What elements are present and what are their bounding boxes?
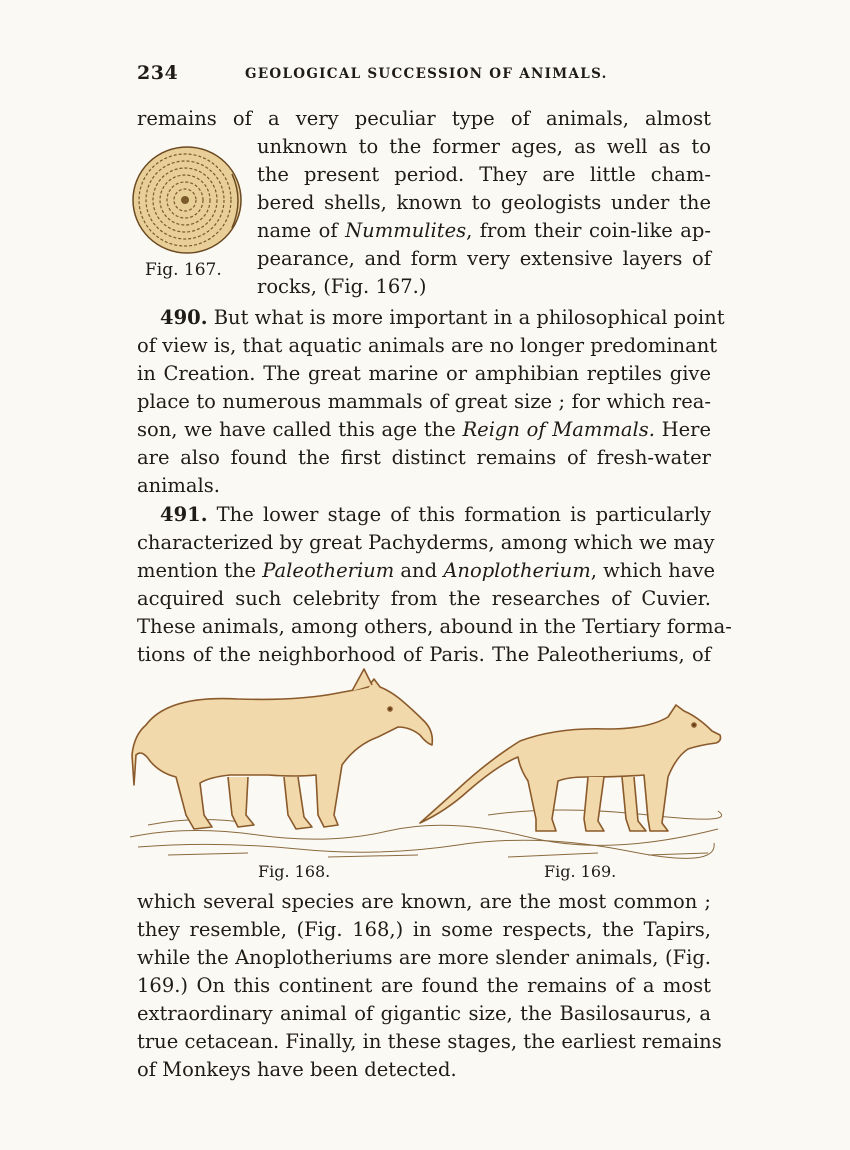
text-line bbox=[137, 558, 716, 584]
figure-caption: Fig. 169. bbox=[544, 862, 617, 881]
text-fragment: Here bbox=[654, 418, 712, 441]
text-line: of Monkeys have been detected. bbox=[137, 1058, 457, 1081]
figure-caption: Fig. 168. bbox=[258, 862, 331, 881]
text-line: place to numerous mammals of great size ; for which rea- bbox=[137, 390, 711, 413]
text-line: extraordinary animal of gigantic size, the Basilosaurus, a bbox=[137, 1002, 711, 1025]
text-line: in Creation. The great marine or amphibian reptiles give bbox=[137, 362, 711, 385]
text-line bbox=[137, 417, 711, 443]
italic-term: Anoplotherium bbox=[443, 559, 591, 582]
page-number: 234 bbox=[137, 62, 179, 84]
text-fragment: But what is more important in a philosophical point bbox=[207, 306, 725, 329]
text-fragment: and bbox=[394, 559, 444, 582]
text-line: These animals, among others, abound in the Tertiary forma- bbox=[137, 615, 732, 638]
text-line: which several species are known, are the most common ; bbox=[137, 890, 711, 913]
text-line: while the Anoplotheriums are more slender animals, (Fig. bbox=[137, 946, 711, 969]
text-fragment: mention the bbox=[137, 559, 263, 582]
text-line: acquired such celebrity from the researches of Cuvier. bbox=[137, 587, 711, 610]
italic-term: Paleotherium bbox=[262, 559, 395, 582]
paragraph-number: 491. bbox=[160, 503, 208, 526]
text-line: characterized by great Pachyderms, among which we may bbox=[137, 531, 715, 554]
text-line: bered shells, known to geologists under the bbox=[257, 191, 711, 214]
text-line: the present period. They are little cham- bbox=[257, 163, 711, 186]
text-fragment: The lower stage of this formation is particularly bbox=[207, 503, 711, 526]
text-line: of view is, that aquatic animals are no longer predominant bbox=[137, 334, 718, 357]
paragraph-number: 490. bbox=[160, 306, 208, 329]
paleotherium-anoplotherium-illustration bbox=[128, 665, 722, 865]
figure-caption: Fig. 167. bbox=[145, 260, 222, 280]
italic-term: Nummulites bbox=[345, 219, 467, 242]
page-header bbox=[137, 58, 717, 88]
nummulite-shell-illustration bbox=[132, 144, 246, 258]
text-line: 169.) On this continent are found the remains of a most bbox=[137, 974, 711, 997]
text-fragment: name of bbox=[257, 219, 346, 242]
text-line: are also found the first distinct remains of fresh-water bbox=[137, 446, 711, 469]
text-line: true cetacean. Finally, in these stages, the earliest remains bbox=[137, 1030, 722, 1053]
text-line: rocks, (Fig. 167.) bbox=[257, 275, 427, 298]
text-line: tions of the neighborhood of Paris. The Paleotheriums, of bbox=[137, 643, 711, 666]
paleotherium-figure bbox=[132, 669, 432, 829]
running-head: GEOLOGICAL SUCCESSION OF ANIMALS. bbox=[245, 66, 608, 82]
text-line bbox=[257, 218, 711, 244]
text-fragment: , which have bbox=[590, 559, 716, 582]
anoplotherium-figure bbox=[420, 705, 721, 831]
text-fragment: son, we have called this age the bbox=[137, 418, 463, 441]
text-line bbox=[160, 502, 711, 528]
text-line: unknown to the former ages, as well as to bbox=[257, 135, 711, 158]
text-line: pearance, and form very extensive layers of bbox=[257, 247, 711, 270]
text-line: they resemble, (Fig. 168,) in some respects, the Tapirs, bbox=[137, 918, 711, 941]
text-line: animals. bbox=[137, 474, 220, 497]
italic-term: Reign of Mammals. bbox=[462, 418, 655, 441]
text-line: remains of a very peculiar type of animals, almost bbox=[137, 107, 711, 130]
text-line bbox=[160, 305, 725, 331]
text-fragment: , from their coin-like ap- bbox=[466, 219, 711, 242]
